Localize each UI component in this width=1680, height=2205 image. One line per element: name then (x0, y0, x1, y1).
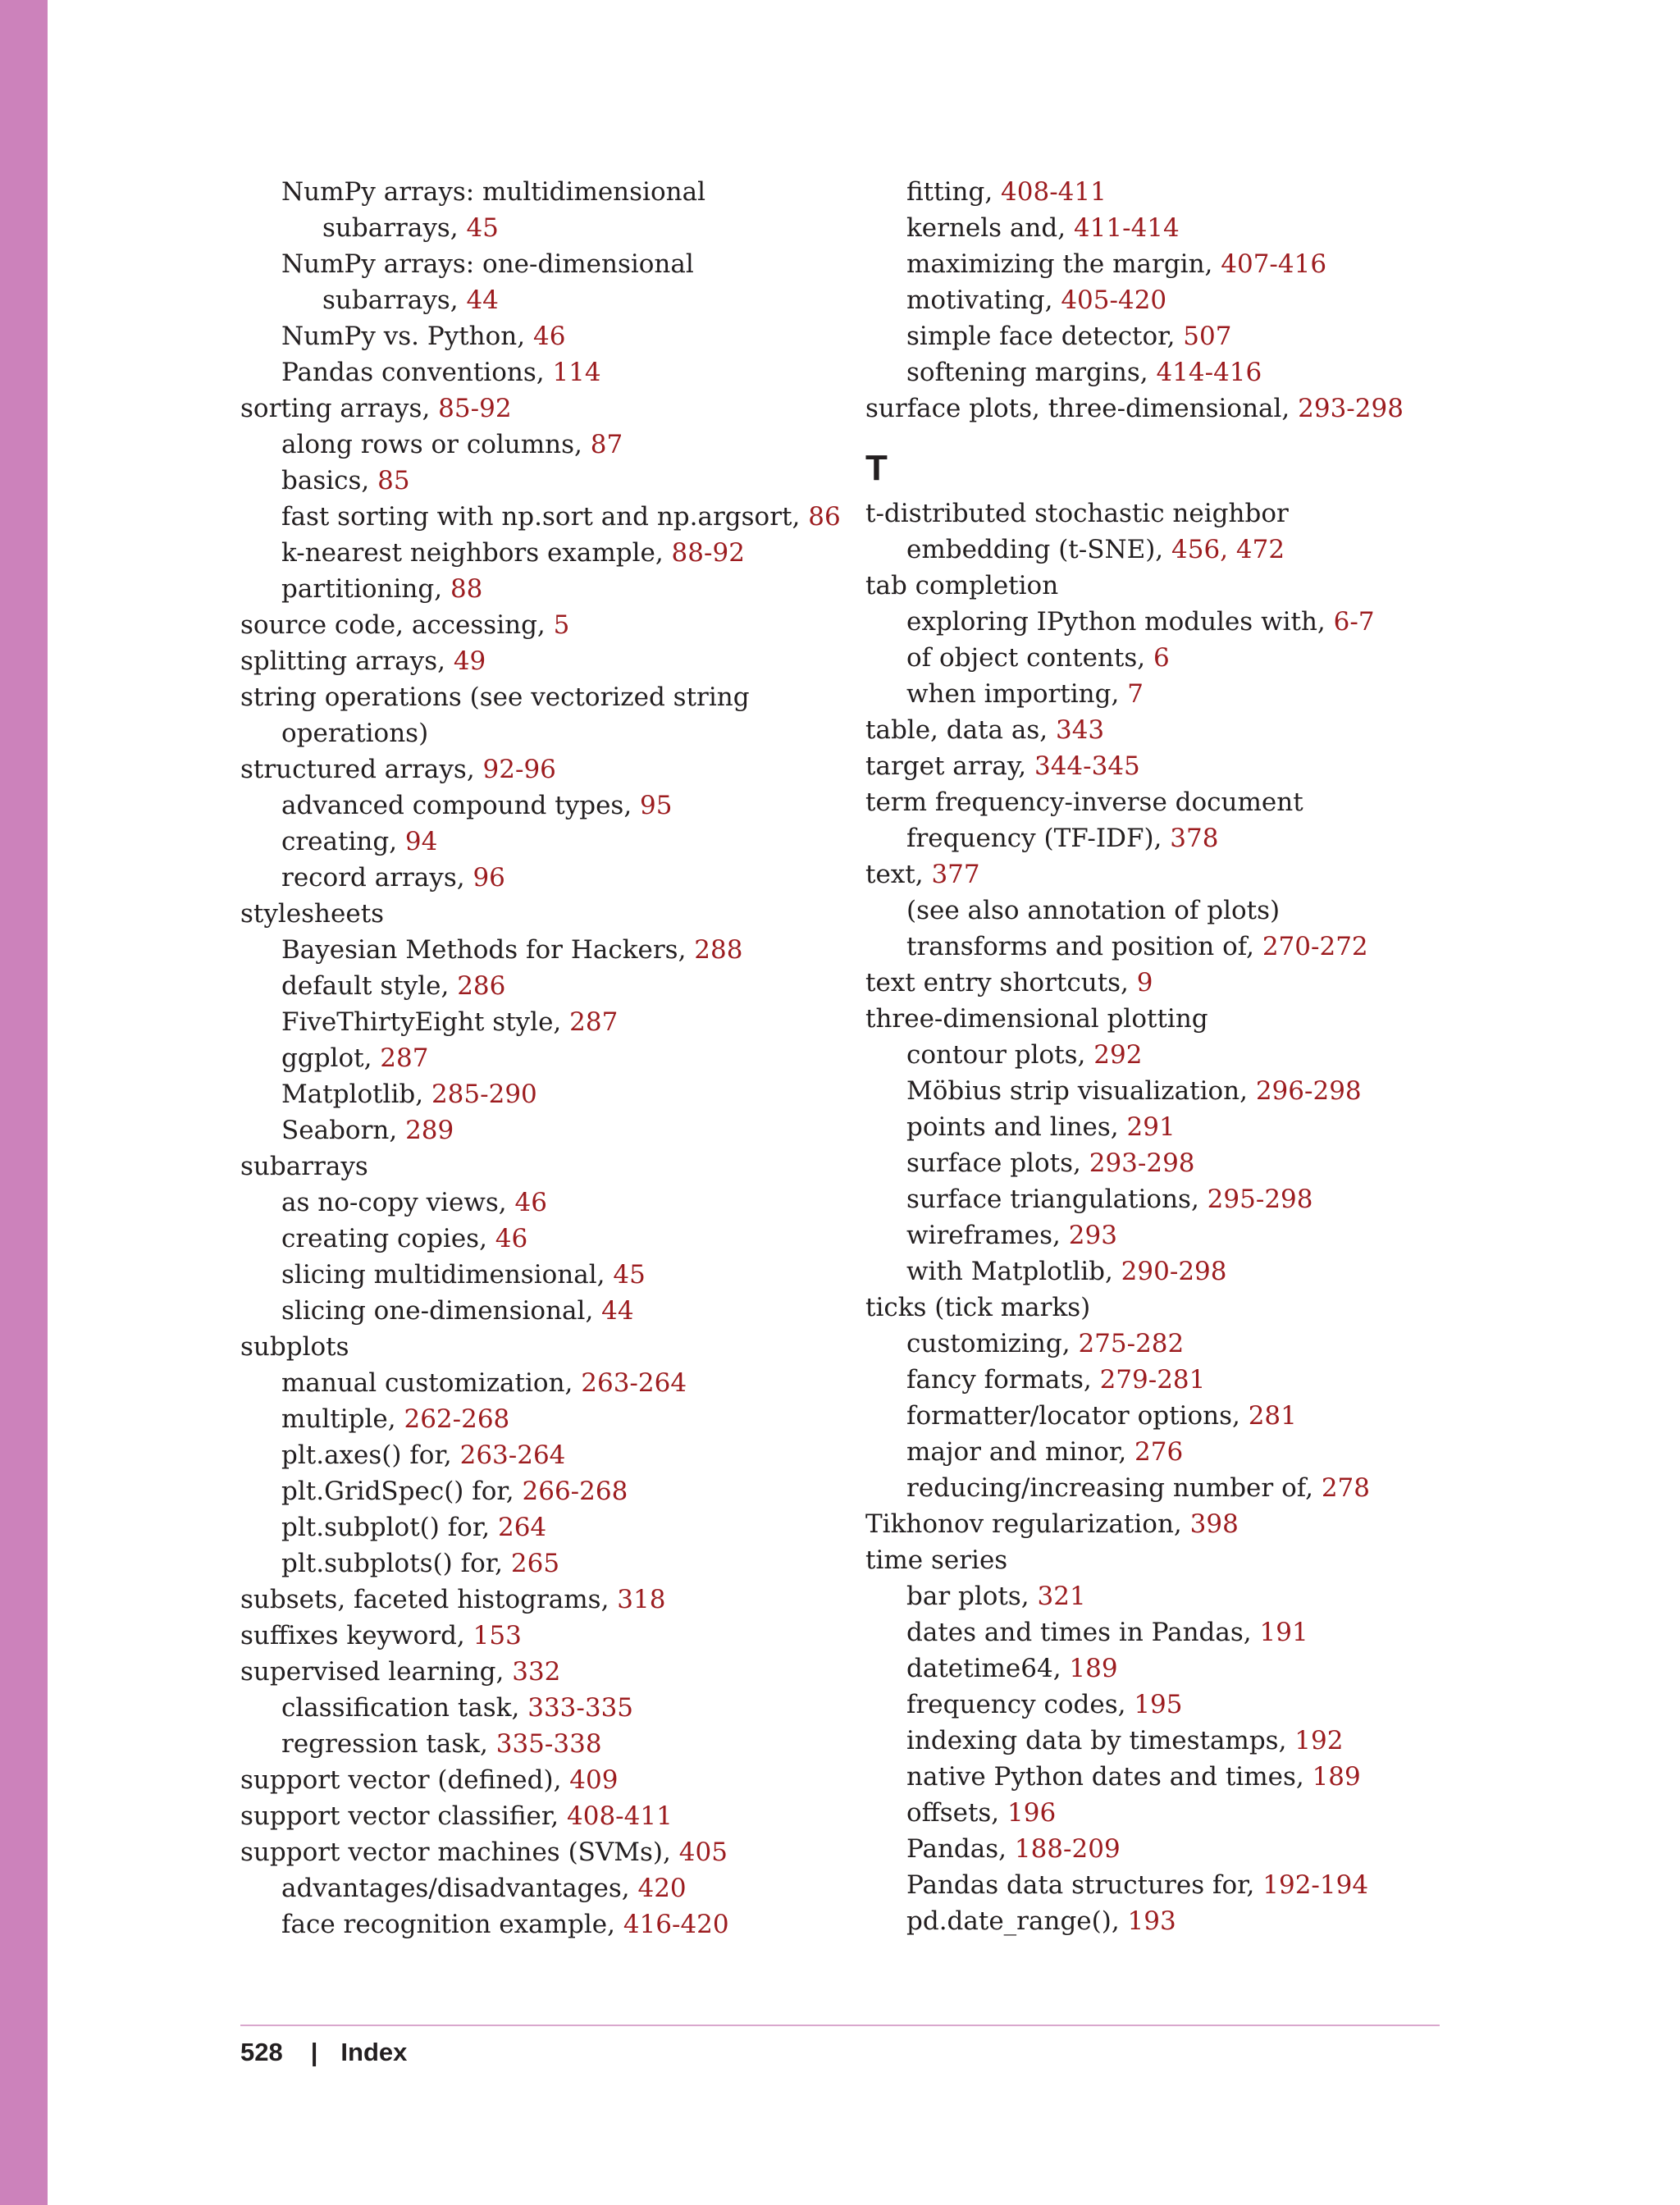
page-reference-link[interactable]: 95 (640, 791, 673, 820)
page-reference-link[interactable]: 114 (552, 358, 601, 387)
index-column-left (240, 174, 841, 1942)
page-reference-link[interactable]: 285-290 (431, 1080, 537, 1109)
page-reference-link[interactable]: 94 (404, 827, 438, 856)
index-subentry (240, 1401, 815, 1437)
index-subentry (240, 246, 815, 318)
index-subentry (240, 535, 815, 571)
index-term: native Python dates and times, (906, 1762, 1312, 1792)
page-reference-link[interactable]: 296-298 (1255, 1076, 1362, 1106)
page-reference-link[interactable]: 281 (1248, 1401, 1297, 1431)
page-reference-link[interactable]: 293 (1068, 1221, 1117, 1250)
index-term: formatter/locator options, (906, 1401, 1249, 1431)
index-subentry (865, 1470, 1440, 1506)
index-subentry (865, 1398, 1440, 1434)
index-entry (865, 1506, 1440, 1542)
page-reference-link[interactable]: 507 (1183, 322, 1232, 351)
index-term: along rows or columns, (281, 430, 591, 459)
index-subentry (865, 1578, 1440, 1614)
index-term: slicing multidimensional, (281, 1260, 614, 1290)
index-term: source code, accessing, (240, 610, 554, 640)
index-term: reducing/increasing number of, (906, 1473, 1322, 1503)
index-term: Tikhonov regularization, (865, 1509, 1190, 1539)
index-entry (865, 784, 1440, 856)
index-entry (240, 1329, 815, 1365)
index-term: t-distributed stochastic neighbor embedding (t-SNE), (865, 499, 1289, 564)
index-subentry (240, 499, 841, 535)
index-column-right (865, 174, 1440, 1939)
index-subentry (865, 892, 1440, 929)
index-term: transforms and position of, (906, 932, 1262, 961)
index-subentry (865, 1723, 1440, 1759)
page-reference-link[interactable]: 85-92 (438, 394, 512, 423)
page-reference-link[interactable]: 409 (569, 1765, 619, 1795)
index-subentry (240, 1076, 815, 1112)
index-subentry (240, 1906, 815, 1942)
index-subentry (865, 1650, 1440, 1687)
index-subentry (240, 1185, 815, 1221)
index-subentry (240, 1726, 815, 1762)
page-reference-link[interactable]: 96 (472, 863, 505, 892)
index-subentry (865, 676, 1440, 712)
index-term: text, (865, 860, 932, 889)
page-reference-link[interactable]: 398 (1189, 1509, 1239, 1539)
index-subentry (865, 1073, 1440, 1109)
index-term: string operations (see vectorized string operations) (240, 682, 750, 748)
index-subentry (240, 860, 815, 896)
page-reference-link[interactable]: 292 (1093, 1040, 1143, 1070)
index-term: face recognition example, (281, 1910, 623, 1939)
index-subentry (865, 1326, 1440, 1362)
page-reference-link[interactable]: 49 (453, 646, 486, 676)
page-reference-link[interactable]: 293-298 (1298, 394, 1404, 423)
page-footer (240, 2034, 407, 2070)
index-entry (240, 1582, 815, 1618)
index-entry (240, 1654, 815, 1690)
index-term: contour plots, (906, 1040, 1094, 1070)
index-subentry (240, 1870, 815, 1906)
index-entry (240, 1148, 815, 1185)
index-entry (240, 643, 815, 679)
index-term: support vector machines (SVMs), (240, 1838, 679, 1867)
index-entry (865, 390, 1440, 427)
page-reference-link[interactable]: 87 (590, 430, 623, 459)
page-reference-link[interactable]: 270-272 (1262, 932, 1368, 961)
index-subentry (865, 354, 1440, 390)
index-term: Möbius strip visualization, (906, 1076, 1256, 1106)
index-term: major and minor, (906, 1437, 1135, 1467)
index-subentry (240, 1365, 815, 1401)
page-reference-link[interactable]: 377 (931, 860, 980, 889)
index-term: as no-copy views, (281, 1188, 515, 1217)
index-term: manual customization, (281, 1368, 582, 1398)
page-reference-link[interactable]: 275-282 (1078, 1329, 1185, 1358)
index-term: three-dimensional plotting (865, 1004, 1208, 1034)
page-number: 528 (240, 2038, 283, 2066)
page-reference-link[interactable]: 189 (1069, 1654, 1118, 1683)
index-term: surface plots, three-dimensional, (865, 394, 1299, 423)
index-term: plt.subplot() for, (281, 1513, 498, 1542)
page-reference-link[interactable]: 286 (457, 971, 506, 1001)
index-subentry (865, 1109, 1440, 1145)
index-subentry (865, 1253, 1440, 1290)
index-entry (240, 1762, 815, 1798)
index-term: NumPy arrays: multidimensional subarrays, (281, 177, 705, 243)
index-term: ggplot, (281, 1043, 381, 1073)
index-subentry (865, 1687, 1440, 1723)
page-reference-link[interactable]: 188-209 (1014, 1834, 1121, 1864)
page-reference-link[interactable]: 411-414 (1073, 213, 1180, 243)
page-reference-link[interactable]: 44 (466, 285, 499, 315)
index-term: datetime64, (906, 1654, 1070, 1683)
page-reference-link[interactable]: 318 (617, 1585, 666, 1614)
page-reference-link[interactable]: 266-268 (522, 1477, 628, 1506)
index-subentry (865, 174, 1440, 210)
page-reference-link[interactable]: 321 (1037, 1582, 1086, 1611)
page-reference-link[interactable]: 335-338 (495, 1729, 602, 1759)
index-subentry (240, 1221, 815, 1257)
index-entry (865, 568, 1440, 604)
page-reference-link[interactable]: 295-298 (1207, 1185, 1313, 1214)
index-entry (240, 679, 815, 751)
index-term: stylesheets (240, 899, 385, 929)
index-subentry (240, 1473, 815, 1509)
page-reference-link[interactable]: 332 (512, 1657, 561, 1687)
page-reference-link[interactable]: 88-92 (671, 538, 745, 568)
index-subentry (240, 1112, 815, 1148)
page-reference-link[interactable]: 408-411 (1001, 177, 1107, 207)
page-reference-link[interactable]: 45 (613, 1260, 646, 1290)
index-term: points and lines, (906, 1112, 1127, 1142)
index-entry (865, 1542, 1440, 1578)
side-color-bar (0, 0, 48, 2205)
index-term: simple face detector, (906, 322, 1184, 351)
page-reference-link[interactable]: 88 (450, 574, 483, 604)
index-entry (240, 1618, 815, 1654)
footer-rule (240, 2025, 1440, 2026)
index-entry (865, 1001, 1440, 1037)
page-reference-link[interactable]: 289 (405, 1116, 454, 1145)
page-reference-link[interactable]: 263-264 (459, 1440, 566, 1470)
index-subentry (865, 640, 1440, 676)
index-term: plt.axes() for, (281, 1440, 460, 1470)
index-term: offsets, (906, 1798, 1008, 1828)
page-reference-link[interactable]: 279-281 (1099, 1365, 1206, 1395)
index-term: plt.subplots() for, (281, 1549, 511, 1578)
index-subentry (865, 1145, 1440, 1181)
index-term: subplots (240, 1332, 349, 1362)
index-subentry (240, 1509, 815, 1545)
page-reference-link[interactable]: 416-420 (623, 1910, 729, 1939)
index-subentry (240, 1293, 815, 1329)
index-subentry (865, 1614, 1440, 1650)
page-reference-link[interactable]: 46 (514, 1188, 547, 1217)
index-term: surface plots, (906, 1148, 1089, 1178)
page-reference-link[interactable]: 278 (1321, 1473, 1370, 1503)
page-reference-link[interactable]: 9 (1136, 968, 1153, 998)
index-term: indexing data by timestamps, (906, 1726, 1295, 1755)
index-term: Pandas conventions, (281, 358, 553, 387)
index-subentry (240, 174, 815, 246)
page-reference-link[interactable]: 45 (466, 213, 499, 243)
page-reference-link[interactable]: 265 (510, 1549, 560, 1578)
index-subentry (865, 929, 1440, 965)
index-subentry (865, 282, 1440, 318)
index-term: sorting arrays, (240, 394, 439, 423)
index-entry (240, 896, 815, 932)
index-subentry (865, 210, 1440, 246)
index-term: frequency codes, (906, 1690, 1134, 1719)
index-term: NumPy vs. Python, (281, 322, 533, 351)
footer-section-name: Index (340, 2038, 408, 2066)
index-term: exploring IPython modules with, (906, 607, 1334, 637)
index-term: suffixes keyword, (240, 1621, 473, 1650)
index-term: with Matplotlib, (906, 1257, 1121, 1286)
index-term: structured arrays, (240, 755, 483, 784)
index-term: tab completion (865, 571, 1059, 600)
index-term: Pandas data structures for, (906, 1870, 1263, 1900)
index-term: Pandas, (906, 1834, 1015, 1864)
page-reference-link[interactable]: 7 (1127, 679, 1144, 709)
page-reference-link[interactable]: 293-298 (1089, 1148, 1195, 1178)
index-subentry (865, 318, 1440, 354)
page-reference-link[interactable]: 405-420 (1061, 285, 1167, 315)
index-subentry (240, 1545, 815, 1582)
index-term: Matplotlib, (281, 1080, 431, 1109)
index-term: of object contents, (906, 643, 1153, 673)
index-subentry (865, 1217, 1440, 1253)
index-subentry (240, 1257, 815, 1293)
page-reference-link[interactable]: 263-264 (581, 1368, 687, 1398)
index-term: subsets, faceted histograms, (240, 1585, 618, 1614)
index-entry (865, 856, 1440, 892)
page-reference-link[interactable]: 343 (1055, 715, 1105, 745)
index-entry (240, 607, 815, 643)
page-reference-link[interactable]: 287 (569, 1007, 619, 1037)
index-entry (865, 965, 1440, 1001)
index-subentry (865, 1362, 1440, 1398)
index-subentry (865, 1831, 1440, 1867)
page-reference-link[interactable]: 288 (694, 935, 743, 965)
index-term: subarrays (240, 1152, 368, 1181)
page-reference-link[interactable]: 287 (380, 1043, 429, 1073)
index-subentry (865, 1867, 1440, 1903)
index-term: default style, (281, 971, 458, 1001)
page-reference-link[interactable]: 193 (1127, 1906, 1176, 1936)
index-entries-s-continued (865, 174, 1440, 427)
index-term: Seaborn, (281, 1116, 406, 1145)
page-reference-link[interactable]: 153 (472, 1621, 522, 1650)
index-term: basics, (281, 466, 378, 495)
index-term: fitting, (906, 177, 1002, 207)
index-term: time series (865, 1545, 1008, 1575)
index-subentry (240, 824, 815, 860)
index-subentry (240, 1690, 815, 1726)
index-term: record arrays, (281, 863, 473, 892)
page-reference-link[interactable]: 378 (1170, 824, 1219, 853)
index-term: dates and times in Pandas, (906, 1618, 1260, 1647)
index-subentry (865, 1434, 1440, 1470)
page-reference-link[interactable]: 408-411 (567, 1801, 673, 1831)
index-entry (240, 751, 815, 788)
index-term: pd.date_range(), (906, 1906, 1128, 1936)
index-term: motivating, (906, 285, 1061, 315)
page-reference-link[interactable]: 46 (495, 1224, 528, 1253)
index-subentry (240, 1437, 815, 1473)
page-reference-link[interactable]: 92-96 (482, 755, 556, 784)
page-reference-link[interactable]: 6 (1153, 643, 1170, 673)
index-term: FiveThirtyEight style, (281, 1007, 570, 1037)
index-subentry (865, 246, 1440, 282)
index-subentry (865, 1037, 1440, 1073)
index-term: fast sorting with np.sort and np.argsort, (281, 502, 809, 532)
page-reference-link[interactable]: 264 (497, 1513, 547, 1542)
page-reference-link[interactable]: 189 (1312, 1762, 1361, 1792)
index-subentry (865, 1759, 1440, 1795)
index-term: advantages/disadvantages, (281, 1874, 638, 1903)
page-reference-link[interactable]: 5 (553, 610, 570, 640)
index-term: creating, (281, 827, 405, 856)
index-subentry (240, 427, 815, 463)
index-term: slicing one-dimensional, (281, 1296, 602, 1326)
index-subentry (865, 1903, 1440, 1939)
index-term: regression task, (281, 1729, 496, 1759)
index-term: support vector (defined), (240, 1765, 570, 1795)
index-term: advanced compound types, (281, 791, 641, 820)
index-subentry (240, 932, 815, 968)
index-term: table, data as, (865, 715, 1056, 745)
index-subentry (240, 354, 815, 390)
page-reference-link[interactable]: 44 (601, 1296, 634, 1326)
index-subentry (240, 968, 815, 1004)
page-reference-link[interactable]: 333-335 (527, 1693, 634, 1723)
index-entry (865, 748, 1440, 784)
index-term: surface triangulations, (906, 1185, 1208, 1214)
page-reference-link[interactable]: 46 (532, 322, 566, 351)
index-subentry (240, 788, 815, 824)
page-reference-link[interactable]: 192-194 (1262, 1870, 1369, 1900)
index-term: maximizing the margin, (906, 249, 1221, 279)
index-subentry (240, 463, 815, 499)
index-term: supervised learning, (240, 1657, 513, 1687)
page-reference-link[interactable]: 192 (1294, 1726, 1344, 1755)
index-subentry (865, 1181, 1440, 1217)
index-subentry (865, 604, 1440, 640)
index-term: support vector classifier, (240, 1801, 568, 1831)
index-term: multiple, (281, 1404, 404, 1434)
index-term: ticks (tick marks) (865, 1293, 1091, 1322)
index-term: k-nearest neighbors example, (281, 538, 672, 568)
page-reference-link[interactable]: 191 (1259, 1618, 1308, 1647)
page-reference-link[interactable]: 344-345 (1034, 751, 1140, 781)
page-reference-link[interactable]: 456, 472 (1171, 535, 1285, 564)
index-subentry (240, 1040, 815, 1076)
index-term: text entry shortcuts, (865, 968, 1137, 998)
page-reference-link[interactable]: 196 (1007, 1798, 1057, 1828)
index-entry (240, 1834, 815, 1870)
page-reference-link[interactable]: 276 (1134, 1437, 1184, 1467)
index-term: term frequency-inverse document frequency (TF-IDF), (865, 788, 1303, 853)
index-term: NumPy arrays: one-dimensional subarrays, (281, 249, 694, 315)
index-term: (see also annotation of plots) (906, 896, 1281, 925)
index-term: Bayesian Methods for Hackers, (281, 935, 695, 965)
page-reference-link[interactable]: 414-416 (1156, 358, 1262, 387)
page-reference-link[interactable]: 262-268 (404, 1404, 510, 1434)
index-subentry (240, 1004, 815, 1040)
index-subentry (240, 571, 815, 607)
index-entry (865, 712, 1440, 748)
index-term: fancy formats, (906, 1365, 1100, 1395)
page-reference-link[interactable]: 6-7 (1333, 607, 1375, 637)
index-term: plt.GridSpec() for, (281, 1477, 523, 1506)
page-reference-link[interactable]: 420 (637, 1874, 687, 1903)
index-term: classification task, (281, 1693, 528, 1723)
page-reference-link[interactable]: 86 (808, 502, 841, 532)
page-reference-link[interactable]: 85 (377, 466, 410, 495)
section-letter-heading: T (865, 448, 888, 488)
index-entry (865, 495, 1440, 568)
index-term: creating copies, (281, 1224, 495, 1253)
index-subentry (865, 1795, 1440, 1831)
index-term: wireframes, (906, 1221, 1069, 1250)
footer-separator: | (310, 2038, 318, 2066)
index-entry (240, 1798, 815, 1834)
page-reference-link[interactable]: 290-298 (1121, 1257, 1227, 1286)
index-entry (240, 390, 815, 427)
page-reference-link[interactable]: 405 (678, 1838, 728, 1867)
page-reference-link[interactable]: 195 (1134, 1690, 1183, 1719)
index-entry (865, 1290, 1440, 1326)
index-term: customizing, (906, 1329, 1079, 1358)
page-reference-link[interactable]: 291 (1126, 1112, 1176, 1142)
index-term: when importing, (906, 679, 1128, 709)
index-term: bar plots, (906, 1582, 1038, 1611)
index-term: partitioning, (281, 574, 450, 604)
index-term: splitting arrays, (240, 646, 454, 676)
index-term: kernels and, (906, 213, 1074, 243)
page-reference-link[interactable]: 407-416 (1221, 249, 1327, 279)
index-entries-t (865, 495, 1440, 1939)
index-term: target array, (865, 751, 1034, 781)
index-term: softening margins, (906, 358, 1157, 387)
index-subentry (240, 318, 815, 354)
